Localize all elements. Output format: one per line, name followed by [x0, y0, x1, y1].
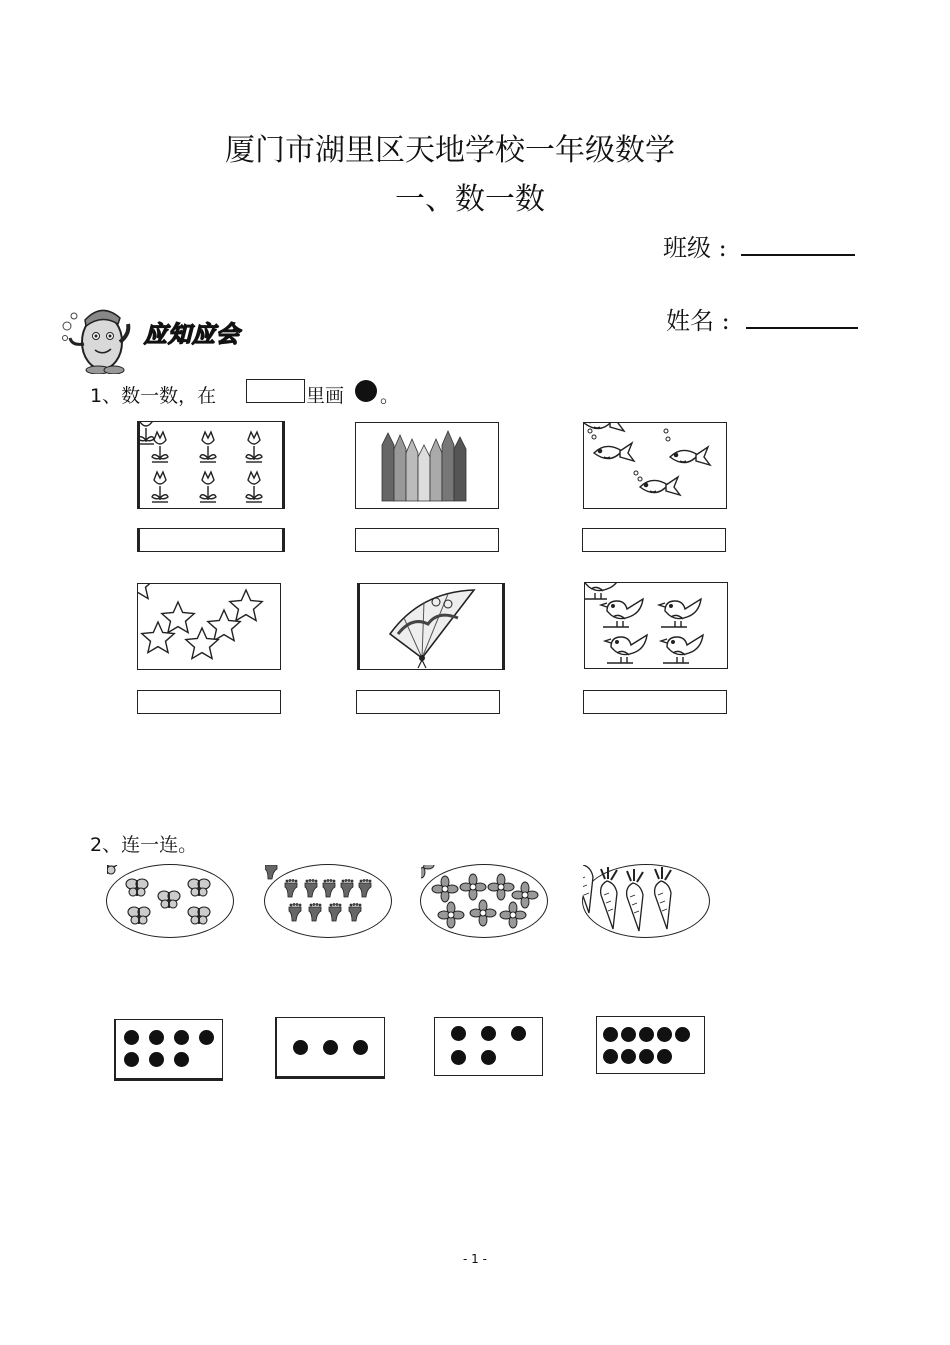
dot [511, 1026, 526, 1041]
oval-butterflies[interactable] [106, 864, 234, 938]
q1-sample-box [246, 379, 305, 403]
page-number: - 1 - [463, 1252, 487, 1266]
footprint-icon [265, 865, 391, 937]
answer-box-fish[interactable] [582, 528, 726, 552]
dot-box-1[interactable] [114, 1019, 223, 1081]
fish-icon [584, 423, 726, 508]
dot [124, 1030, 139, 1045]
oval-flowers[interactable] [420, 864, 548, 938]
dot [199, 1030, 214, 1045]
oval-footprints[interactable] [264, 864, 392, 938]
pic-tulips [137, 421, 285, 509]
dot [603, 1049, 618, 1064]
pic-stars [137, 583, 281, 670]
pic-fan [357, 583, 505, 670]
dot [621, 1049, 636, 1064]
dot [621, 1027, 636, 1042]
flower-icon [421, 865, 547, 937]
q1-suffix: 里画 [306, 385, 345, 407]
answer-box-fan[interactable] [356, 690, 500, 714]
answer-box-birds[interactable] [583, 690, 727, 714]
dot [293, 1040, 308, 1055]
class-blank[interactable] [741, 254, 855, 256]
oval-carrots[interactable] [582, 864, 710, 938]
class-label: 班级 : [663, 234, 727, 262]
dot [481, 1026, 496, 1041]
badge-text: 应知应会 [144, 322, 240, 348]
dot [657, 1049, 672, 1064]
answer-box-stars[interactable] [137, 690, 281, 714]
dot [451, 1050, 466, 1065]
section-title: 一、数一数 [395, 182, 545, 217]
name-blank[interactable] [746, 327, 858, 329]
dot [675, 1027, 690, 1042]
pencil-icon [356, 423, 498, 508]
pic-birds [584, 582, 728, 669]
q1-end: 。 [380, 385, 400, 407]
carrot-icon [583, 865, 709, 937]
q2-label: 2、连一连。 [90, 834, 198, 856]
dot [353, 1040, 368, 1055]
pic-pencils [355, 422, 499, 509]
dot [149, 1030, 164, 1045]
dot [481, 1050, 496, 1065]
q1-sample-dot [355, 380, 377, 402]
pic-fish [583, 422, 727, 509]
dot [639, 1049, 654, 1064]
bird-icon [585, 583, 727, 668]
tulip-icon [140, 422, 282, 508]
answer-box-pencils[interactable] [355, 528, 499, 552]
page-title: 厦门市湖里区天地学校一年级数学 [225, 133, 675, 168]
dot-box-2[interactable] [275, 1017, 385, 1079]
dot [323, 1040, 338, 1055]
dot [149, 1052, 164, 1067]
star-icon [138, 584, 280, 669]
dot [124, 1052, 139, 1067]
dot [657, 1027, 672, 1042]
dot-box-3[interactable] [434, 1017, 543, 1076]
mascot-badge [58, 298, 278, 374]
dot-box-4[interactable] [596, 1016, 705, 1074]
dot [639, 1027, 654, 1042]
fan-icon [360, 584, 502, 669]
dot [603, 1027, 618, 1042]
dot [174, 1030, 189, 1045]
butterfly-icon [107, 865, 233, 937]
dot [174, 1052, 189, 1067]
name-label: 姓名 : [666, 307, 730, 335]
answer-box-tulips[interactable] [137, 528, 285, 552]
dot [451, 1026, 466, 1041]
q1-prefix: 1、数一数，在 [90, 385, 217, 407]
